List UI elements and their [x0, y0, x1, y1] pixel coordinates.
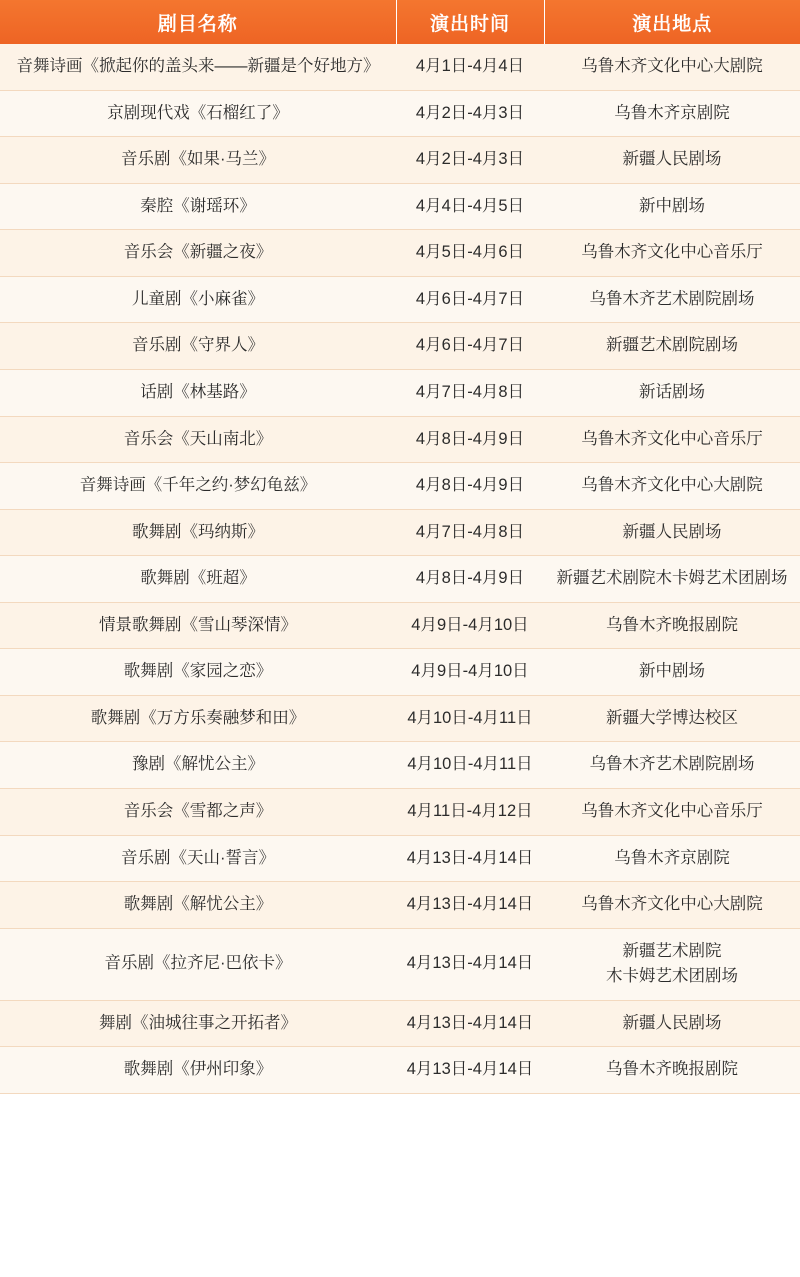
cell-text-line: 4月13日-4月14日: [406, 954, 534, 973]
cell-text-line: 音乐剧《拉齐尼·巴依卡》: [104, 954, 292, 973]
cell-performance-time: [396, 649, 544, 696]
cell-text-line: 乌鲁木齐文化中心音乐厅: [581, 802, 763, 820]
cell-text-line: 乌鲁木齐京剧院: [614, 103, 730, 122]
cell-venue: [544, 835, 800, 882]
cell-program-name: [0, 44, 396, 90]
cell-text-line: 音舞诗画《掀起你的盖头来——新疆是个好地方》: [16, 57, 380, 75]
cell-performance-time: [396, 323, 544, 370]
cell-text-line: 音乐剧《如果·马兰》: [121, 150, 275, 169]
cell-program-name: [0, 835, 396, 882]
cell-text-line: 4月9日-4月10日: [411, 615, 529, 634]
cell-performance-time: [396, 183, 544, 230]
cell-venue: [544, 1047, 800, 1094]
cell-performance-time: [396, 463, 544, 510]
cell-text-line: 歌舞剧《解忧公主》: [123, 895, 273, 914]
cell-program-name: [0, 137, 396, 184]
cell-text-line: 新话剧场: [639, 382, 705, 401]
cell-text-line: 音乐剧《天山·誓言》: [121, 848, 275, 867]
table-row: [0, 835, 800, 882]
table-row: [0, 789, 800, 836]
cell-program-name: [0, 649, 396, 696]
cell-text-line: 4月10日-4月11日: [407, 755, 533, 774]
cell-program-name: [0, 183, 396, 230]
cell-text-line: 4月6日-4月7日: [415, 289, 525, 308]
cell-venue: [544, 602, 800, 649]
cell-program-name: [0, 928, 396, 1000]
cell-performance-time: [396, 928, 544, 1000]
cell-program-name: [0, 90, 396, 137]
column-header-time: 演出时间: [396, 0, 544, 44]
cell-text-line: 新疆人民剧场: [622, 150, 722, 169]
cell-text-line: 4月7日-4月8日: [415, 382, 525, 401]
cell-venue: [544, 742, 800, 789]
cell-performance-time: [396, 509, 544, 556]
cell-performance-time: [396, 695, 544, 742]
cell-text-line: 新疆艺术剧院: [622, 941, 722, 960]
table-row: [0, 323, 800, 370]
table-row: [0, 183, 800, 230]
cell-venue: [544, 416, 800, 463]
cell-text-line: 4月5日-4月6日: [415, 243, 525, 262]
cell-program-name: [0, 602, 396, 649]
cell-text-line: 音乐会《天山南北》: [123, 429, 273, 448]
cell-venue: [544, 1000, 800, 1047]
cell-venue: [544, 183, 800, 230]
cell-text-line: 乌鲁木齐文化中心大剧院: [581, 57, 763, 75]
cell-program-name: [0, 463, 396, 510]
cell-text-line: 音乐会《雪都之声》: [123, 802, 273, 820]
table-body: [0, 44, 800, 1093]
cell-text-line: 音舞诗画《千年之约·梦幻龟兹》: [79, 476, 317, 495]
cell-performance-time: [396, 835, 544, 882]
table-row: [0, 230, 800, 277]
table-row: [0, 649, 800, 696]
cell-text-line: 新疆大学博达校区: [606, 708, 738, 727]
cell-text-line: 4月9日-4月10日: [411, 662, 529, 681]
cell-venue: [544, 789, 800, 836]
cell-program-name: [0, 1047, 396, 1094]
table-row: [0, 369, 800, 416]
cell-venue: [544, 323, 800, 370]
cell-performance-time: [396, 789, 544, 836]
cell-venue: [544, 44, 800, 90]
table-row: [0, 695, 800, 742]
cell-text-line: 4月13日-4月14日: [406, 1013, 534, 1032]
cell-text-line: 话剧《林基路》: [140, 382, 256, 401]
cell-text-line: 新疆艺术剧院木卡姆艺术团剧场: [556, 569, 788, 588]
cell-program-name: [0, 276, 396, 323]
cell-text-line: 乌鲁木齐艺术剧院剧场: [589, 755, 755, 774]
cell-performance-time: [396, 369, 544, 416]
cell-text-line: 音乐会《新疆之夜》: [123, 243, 273, 262]
cell-performance-time: [396, 276, 544, 323]
cell-venue: [544, 276, 800, 323]
cell-text-line: 4月13日-4月14日: [406, 848, 534, 867]
cell-text-line: 歌舞剧《家园之恋》: [123, 662, 273, 681]
cell-program-name: [0, 882, 396, 929]
cell-venue: [544, 556, 800, 603]
cell-performance-time: [396, 230, 544, 277]
cell-text-line: 乌鲁木齐晚报剧院: [606, 1060, 738, 1079]
cell-venue: [544, 90, 800, 137]
table-row: [0, 463, 800, 510]
cell-venue: [544, 509, 800, 556]
cell-text-line: 4月11日-4月12日: [407, 802, 533, 820]
cell-program-name: [0, 556, 396, 603]
cell-venue: [544, 463, 800, 510]
cell-text-line: 4月13日-4月14日: [406, 1060, 534, 1079]
cell-program-name: [0, 695, 396, 742]
cell-text-line: 4月13日-4月14日: [406, 895, 534, 914]
table-header-row: [0, 0, 800, 44]
cell-performance-time: [396, 556, 544, 603]
cell-text-line: 4月8日-4月9日: [415, 476, 525, 495]
table-row: [0, 602, 800, 649]
cell-text-line: 新中剧场: [639, 662, 705, 681]
cell-text-line: 音乐剧《守界人》: [132, 336, 264, 355]
cell-program-name: [0, 742, 396, 789]
cell-program-name: [0, 230, 396, 277]
cell-text-line: 舞剧《油城往事之开拓者》: [99, 1013, 297, 1032]
cell-text-line: 儿童剧《小麻雀》: [132, 289, 264, 308]
cell-program-name: [0, 1000, 396, 1047]
cell-venue: [544, 649, 800, 696]
table-row: [0, 1000, 800, 1047]
cell-text-line: 4月10日-4月11日: [407, 708, 533, 727]
table-row: [0, 928, 800, 1000]
column-header-name: 剧目名称: [0, 0, 396, 44]
cell-venue: [544, 695, 800, 742]
cell-program-name: [0, 509, 396, 556]
cell-text-line: 新疆艺术剧院剧场: [606, 336, 738, 355]
cell-text-line: 乌鲁木齐艺术剧院剧场: [589, 289, 755, 308]
table-row: [0, 509, 800, 556]
cell-text-line: 新疆人民剧场: [622, 1013, 722, 1032]
cell-text-line: 4月6日-4月7日: [415, 336, 525, 355]
cell-venue: [544, 137, 800, 184]
cell-venue: [544, 882, 800, 929]
cell-text-line: 乌鲁木齐文化中心音乐厅: [581, 429, 763, 448]
cell-text-line: 歌舞剧《班超》: [140, 569, 256, 588]
table-header: [0, 0, 800, 44]
table-row: [0, 1047, 800, 1094]
cell-text-line: 乌鲁木齐文化中心音乐厅: [581, 243, 763, 262]
table-row: [0, 742, 800, 789]
table-row: [0, 90, 800, 137]
cell-text-line: 新疆人民剧场: [622, 522, 722, 541]
cell-venue: [544, 230, 800, 277]
table-row: [0, 137, 800, 184]
cell-program-name: [0, 789, 396, 836]
cell-text-line: 乌鲁木齐京剧院: [614, 848, 730, 867]
cell-performance-time: [396, 137, 544, 184]
column-header-venue: 演出地点: [544, 0, 800, 44]
table-row: [0, 44, 800, 90]
cell-text-line: 情景歌舞剧《雪山琴深情》: [99, 615, 297, 634]
cell-text-line: 4月8日-4月9日: [415, 429, 525, 448]
cell-performance-time: [396, 416, 544, 463]
cell-text-line: 歌舞剧《万方乐奏融梦和田》: [90, 708, 306, 727]
cell-performance-time: [396, 882, 544, 929]
cell-text-line: 新中剧场: [639, 196, 705, 215]
table-row: [0, 276, 800, 323]
cell-venue: [544, 369, 800, 416]
cell-text-line: 秦腔《谢瑶环》: [140, 196, 256, 215]
cell-performance-time: [396, 90, 544, 137]
cell-text-line: 4月4日-4月5日: [415, 196, 525, 215]
cell-text-line: 4月2日-4月3日: [415, 103, 525, 122]
cell-performance-time: [396, 44, 544, 90]
cell-program-name: [0, 323, 396, 370]
cell-performance-time: [396, 1000, 544, 1047]
cell-text-line: 京剧现代戏《石榴红了》: [107, 103, 289, 122]
cell-text-line: 木卡姆艺术团剧场: [606, 967, 738, 986]
cell-program-name: [0, 416, 396, 463]
cell-text-line: 4月7日-4月8日: [415, 522, 525, 541]
cell-text-line: 乌鲁木齐晚报剧院: [606, 615, 738, 634]
cell-text-line: 4月2日-4月3日: [415, 150, 525, 169]
cell-performance-time: [396, 742, 544, 789]
table-row: [0, 556, 800, 603]
cell-text-line: 歌舞剧《玛纳斯》: [132, 522, 264, 541]
table-row: [0, 416, 800, 463]
cell-performance-time: [396, 602, 544, 649]
cell-text-line: 豫剧《解忧公主》: [132, 755, 264, 774]
table-row: [0, 882, 800, 929]
cell-text-line: 乌鲁木齐文化中心大剧院: [581, 476, 763, 495]
cell-text-line: 4月8日-4月9日: [415, 569, 525, 588]
cell-text-line: 歌舞剧《伊州印象》: [123, 1060, 273, 1079]
cell-venue: [544, 928, 800, 1000]
cell-text-line: 4月1日-4月4日: [415, 57, 525, 75]
cell-performance-time: [396, 1047, 544, 1094]
cell-program-name: [0, 369, 396, 416]
cell-text-line: 乌鲁木齐文化中心大剧院: [581, 895, 763, 914]
